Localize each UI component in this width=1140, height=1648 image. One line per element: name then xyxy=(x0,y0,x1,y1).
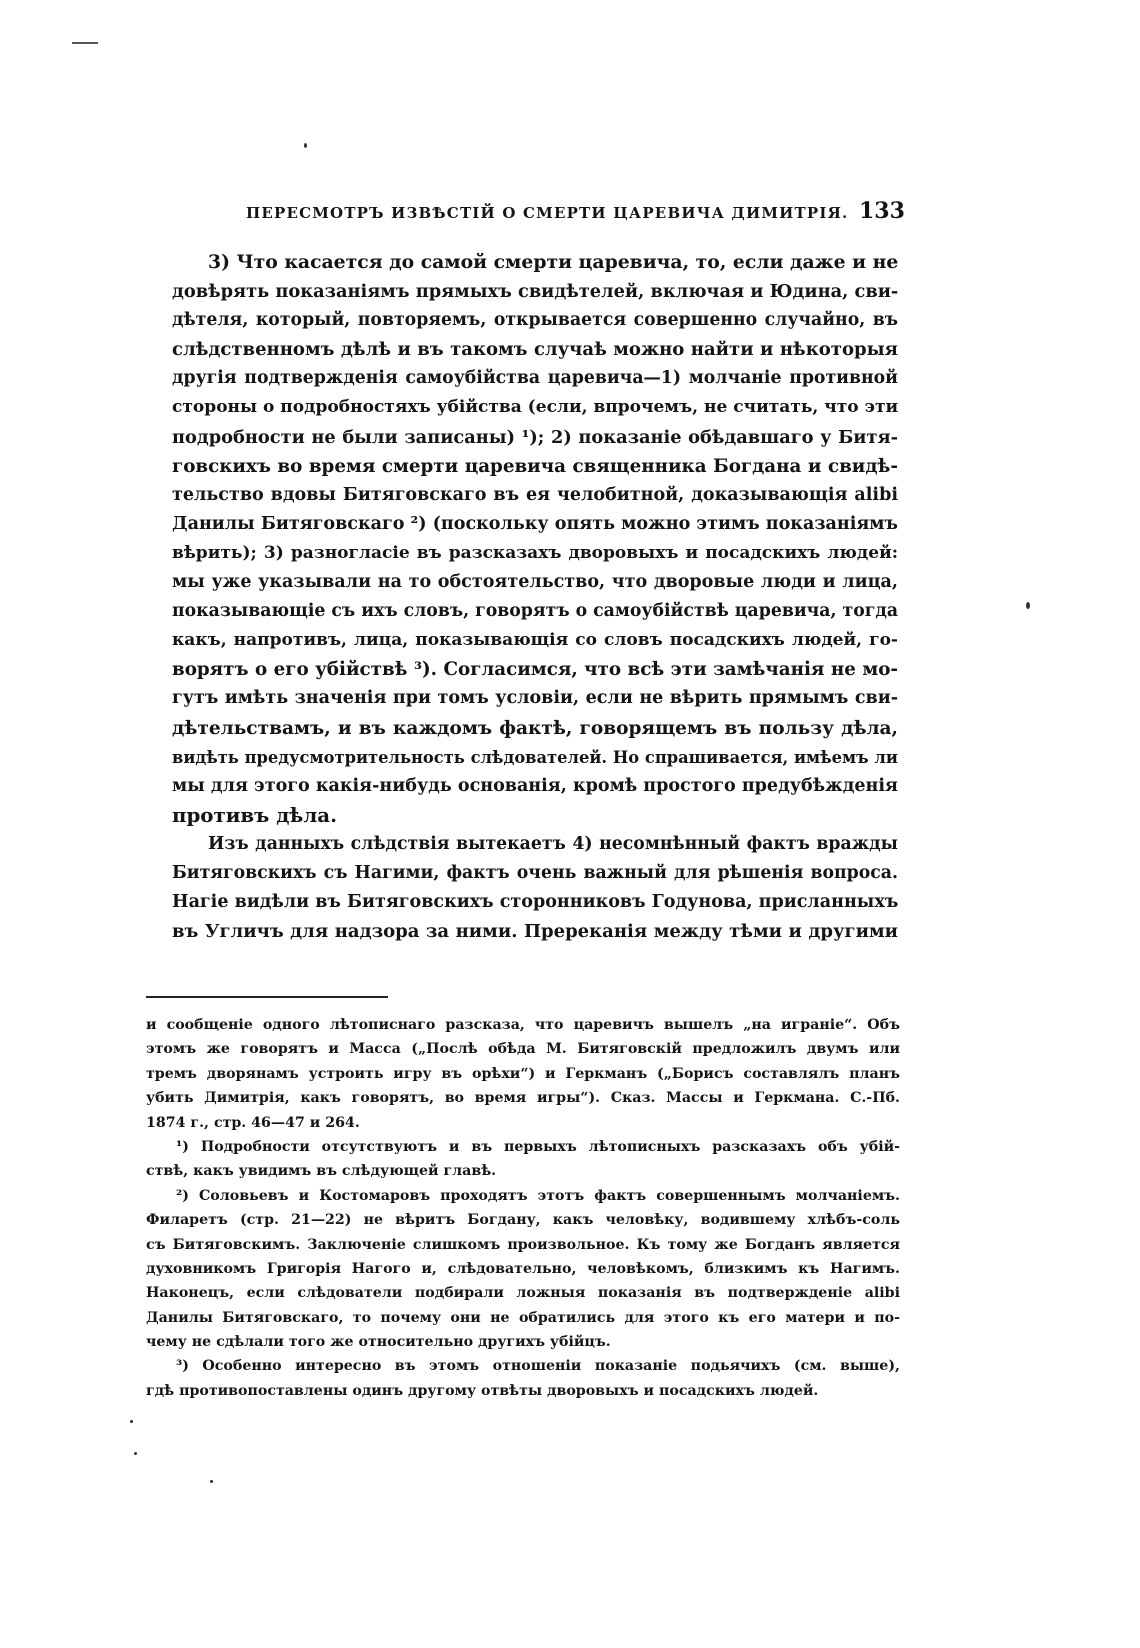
text-line: 3) Что касается до самой смерти царевича, то, если даже и не xyxy=(208,251,899,273)
footnote-line: и сообщеніе одного лѣтописнаго разсказа, что царевичъ вышелъ „на играніе“. Объ xyxy=(146,1017,900,1033)
running-title: ПЕРЕСМОТРЪ ИЗВѢСТІЙ О СМЕРТИ ЦАРЕВИЧА ДИМИТРІЯ. xyxy=(246,204,849,222)
footnotes xyxy=(146,1013,900,1403)
scan-speck xyxy=(1026,602,1030,609)
text-line: вѣрить); 3) разногласіе въ разсказахъ дворовыхъ и посадскихъ людей: xyxy=(172,542,898,563)
page-number: 133 xyxy=(859,198,905,224)
text-line: противъ дѣла. xyxy=(172,802,337,827)
text-line: Нагіе видѣли въ Битяговскихъ сторонниковъ Годунова, присланныхъ xyxy=(172,892,899,913)
scan-speck xyxy=(134,1452,137,1455)
footnote-line: ¹) Подробности отсутствуютъ и въ первыхъ лѣтописныхъ разсказахъ объ убій- xyxy=(176,1138,900,1155)
footnote-line: этомъ же говорятъ и Масса („Послѣ обѣда М. Битяговскій предложилъ двумъ или xyxy=(146,1041,900,1058)
text-line: Данилы Битяговскаго ²) (поскольку опять можно этимъ показаніямъ xyxy=(172,513,898,534)
text-line: видѣть предусмотрительность слѣдователей. Но спрашивается, имѣемъ ли xyxy=(172,747,898,767)
text-line: мы уже указывали на то обстоятельство, что дворовые люди и лица, xyxy=(172,572,898,593)
text-line: дѣтеля, который, повторяемъ, открывается совершенно случайно, въ xyxy=(172,310,898,331)
text-line: стороны о подробностяхъ убійства (если, впрочемъ, не считать, что эти xyxy=(172,397,899,418)
footnote-line: Филаретъ (стр. 21—22) не вѣритъ Богдану, какъ человѣку, водившему хлѣбъ-соль xyxy=(146,1212,900,1229)
text-line: дѣтельствамъ, и въ каждомъ фактѣ, говорящемъ въ пользу дѣла, xyxy=(172,717,898,739)
footnote-line: ²) Соловьевъ и Костомаровъ проходятъ этотъ фактъ совершеннымъ молчаніемъ. xyxy=(176,1187,900,1204)
footnote-line: гдѣ противопоставлены одинъ другому отвѣты дворовыхъ и посадскихъ людей. xyxy=(146,1382,819,1399)
footnote-line: Данилы Битяговскаго, то почему они не обратились для этого къ его матери и по- xyxy=(146,1309,900,1326)
footnote-line: ствѣ, какъ увидимъ въ слѣдующей главѣ. xyxy=(146,1163,497,1180)
scan-speck xyxy=(210,1480,213,1483)
scan-edge-mark xyxy=(72,42,98,44)
footnote-line: чему не сдѣлали того же относительно другихъ убійцъ. xyxy=(146,1334,611,1351)
footnote-line: убить Димитрія, какъ говорятъ, во время игры“). Сказ. Массы и Геркмана. С.-Пб. xyxy=(146,1090,900,1107)
text-line: подробности не были записаны) ¹); 2) показаніе обѣдавшаго у Битя- xyxy=(172,426,898,448)
scan-speck xyxy=(130,1420,133,1423)
text-line: тельство вдовы Битяговскаго въ ея челобитной, доказывающія alibi xyxy=(172,484,898,505)
scan-speck xyxy=(304,143,307,148)
running-header xyxy=(0,198,1140,228)
text-line: Изъ данныхъ слѣдствія вытекаетъ 4) несомнѣнный фактъ вражды xyxy=(208,833,898,854)
footnote-line: тремъ дворянамъ устроить игру въ орѣхи“) и Геркманъ („Борисъ составлялъ планъ xyxy=(146,1065,900,1082)
text-line: довѣрять показаніямъ прямыхъ свидѣтелей, включая и Юдина, сви- xyxy=(172,281,899,303)
text-line: говскихъ во время смерти царевича священника Богдана и свидѣ- xyxy=(172,455,898,477)
text-line: мы для этого какія-нибудь основанія, кромѣ простого предубѣжденія xyxy=(172,775,898,796)
footnote-line: 1874 г., стр. 46—47 и 264. xyxy=(146,1114,360,1131)
text-line: другія подтвержденія самоубійства царевича—1) молчаніе противной xyxy=(172,368,898,389)
footnote-line: духовникомъ Григорія Нагого и, слѣдовательно, человѣкомъ, близкимъ къ Нагимъ. xyxy=(146,1260,900,1277)
footnote-line: съ Битяговскимъ. Заключеніе слишкомъ произвольное. Къ тому же Богданъ является xyxy=(146,1236,900,1253)
text-line: гутъ имѣть значенія при томъ условіи, если не вѣрить прямымъ сви- xyxy=(172,688,898,709)
text-line: въ Угличъ для надзора за ними. Пререканія между тѣми и другими xyxy=(172,921,898,943)
main-text xyxy=(172,248,898,946)
footnote-rule xyxy=(146,996,388,998)
text-line: показывающіе съ ихъ словъ, говорятъ о самоубійствѣ царевича, тогда xyxy=(172,601,899,622)
text-line: слѣдственномъ дѣлѣ и въ такомъ случаѣ можно найти и нѣкоторыя xyxy=(172,339,898,361)
text-line: какъ, напротивъ, лица, показывающія со словъ посадскихъ людей, го- xyxy=(172,630,898,651)
footnote-line: ³) Особенно интересно въ этомъ отношеніи показаніе подьячихъ (см. выше), xyxy=(176,1358,900,1375)
text-line: Битяговскихъ съ Нагими, фактъ очень важный для рѣшенія вопроса. xyxy=(172,862,898,883)
footnote-line: Наконецъ, если слѣдователи подбирали ложныя показанія въ подтвержденіе alibi xyxy=(146,1285,900,1302)
text-line: ворятъ о его убійствѣ ³). Согласимся, что всѣ эти замѣчанія не мо- xyxy=(172,659,898,681)
